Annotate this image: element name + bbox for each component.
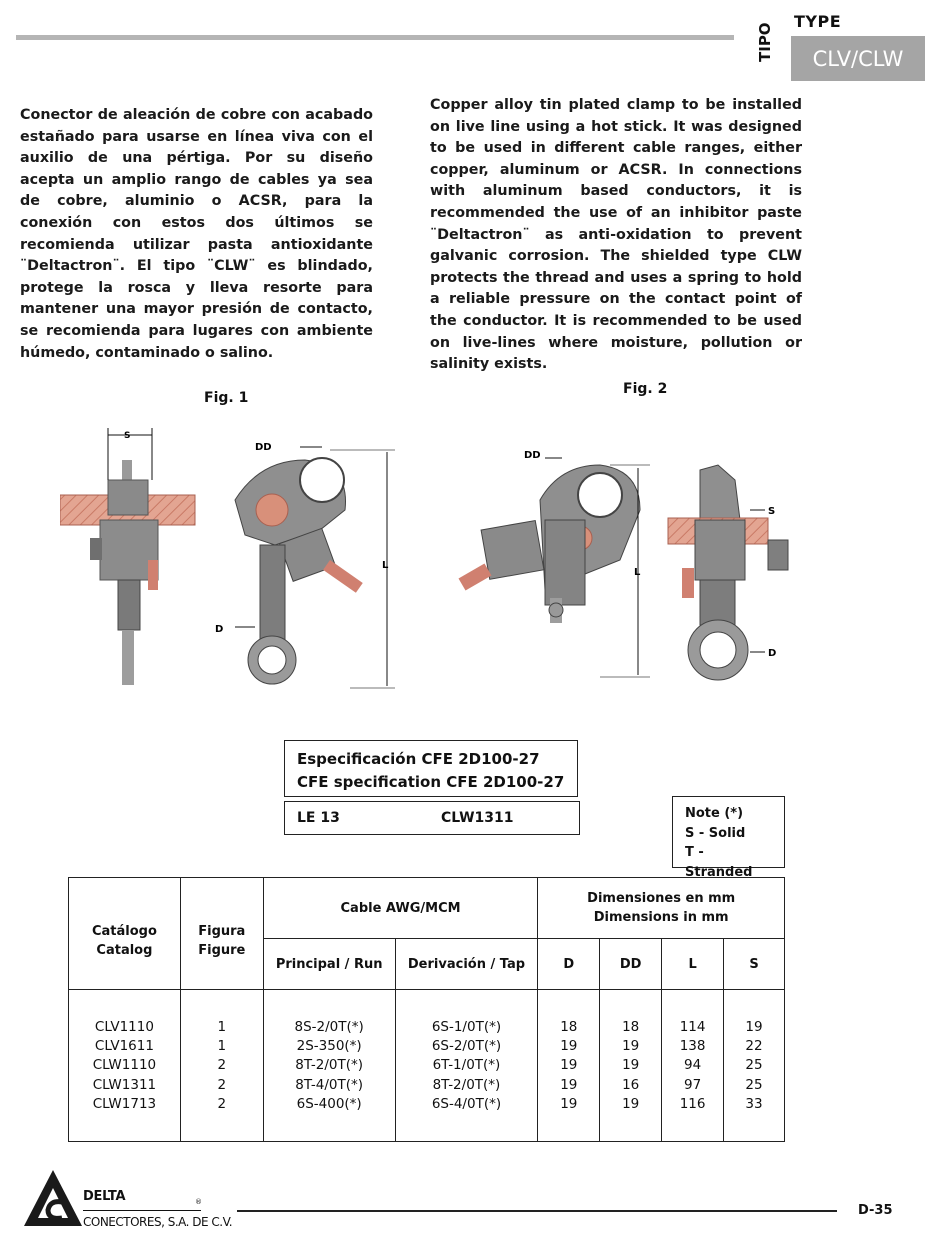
model-badge: CLV/CLW: [791, 36, 925, 81]
cell-l: 116: [679, 1095, 706, 1112]
fig2-l-label: L: [634, 567, 641, 578]
cell-l: 114: [679, 1019, 706, 1035]
header-tap: Derivación / Tap: [395, 939, 538, 990]
description-spanish: Conector de aleación de cobre con acabado estañado para usarse en línea viva con el auxilio de una pértiga. Por su diseño acepta un amplio rango de cables ya sea de cobre, aluminio o ACSR, para la conexión con estos dos últimos se recomienda utilizar pasta antioxidante ¨Deltactron¨. El tipo ¨CLW¨ es blindado, protege la rosca y lleva resorte para mantener una mayor presión de contacto, se recomienda para lugares con ambiente húmedo, contaminado o salino.: [20, 107, 373, 361]
header-catalog: Catálogo Catalog: [69, 878, 181, 990]
type-label: TYPE: [794, 12, 842, 31]
cell-l: 94: [684, 1057, 702, 1074]
cell-catalog: CLV1611: [94, 1038, 154, 1055]
cell-dd: 19: [622, 1057, 640, 1074]
le-spec-box: [284, 801, 580, 835]
cfe-spec-box: [284, 740, 578, 797]
fig1-l-label: L: [382, 560, 389, 571]
fig1-label: Fig. 1: [204, 390, 249, 406]
header-figure: Figura Figure: [180, 878, 263, 990]
header-rule: [16, 35, 734, 40]
le-catalog: CLW1311: [441, 810, 514, 826]
cell-l: 97: [684, 1076, 702, 1093]
cell-dd: 19: [622, 1095, 640, 1112]
page-number: D-35: [858, 1203, 893, 1218]
col-tap: [395, 990, 538, 1142]
registered-mark: ®: [195, 1198, 202, 1206]
fig2-drawing: [450, 440, 810, 690]
cell-figure: 2: [217, 1076, 227, 1093]
cell-d: 19: [560, 1076, 578, 1093]
logo-underline: [83, 1210, 201, 1211]
cell-s: 22: [745, 1038, 763, 1055]
col-s: [724, 990, 785, 1142]
header-d: D: [538, 939, 600, 990]
cell-s: 33: [745, 1095, 763, 1112]
cell-run: 8T-2/0T(*): [295, 1057, 364, 1074]
note-box: [672, 796, 785, 880]
cell-catalog: CLW1110: [92, 1057, 157, 1074]
fig2-s-label: S: [768, 506, 776, 517]
description-english: Copper alloy tin plated clamp to be installed on live line using a hot stick. It was designed to be used in different cable ranges, either copper, aluminum or ACSR. In connections with aluminum based conductors, it is recommended the use of an inhibitor paste ¨Deltactron¨ as anti-oxidation to prevent galvanic corrosion. The shielded type CLW protects the thread and uses a spring to hold a reliable pressure on the contact point of the conductor. It is recommended to be used on live-lines where moisture, pollution or salinity exists.: [430, 97, 802, 373]
cell-run: 6S-400(*): [296, 1095, 362, 1112]
col-l: [662, 990, 724, 1142]
header-l: L: [662, 939, 724, 990]
fig2-label: Fig. 2: [623, 381, 668, 397]
cell-dd: 19: [622, 1038, 640, 1055]
fig1-drawing: [60, 420, 420, 700]
fig1-d-label: D: [215, 624, 224, 635]
footer-rule: [237, 1210, 837, 1212]
cell-tap: 6T-1/0T(*): [432, 1057, 501, 1074]
col-dd: [600, 990, 662, 1142]
header-run: Principal / Run: [263, 939, 395, 990]
cell-figure: 2: [217, 1095, 227, 1112]
fig2-d-label: D: [768, 648, 777, 659]
delta-logo-icon: [22, 1168, 84, 1230]
cell-dd: 18: [622, 1019, 640, 1035]
cell-catalog: CLW1713: [92, 1095, 157, 1112]
fig2-side-view: [459, 465, 640, 623]
header-dimensions: Dimensiones en mm Dimensions in mm: [538, 878, 785, 939]
fig1-front-view: [60, 428, 195, 685]
company-name: DELTA: [83, 1189, 126, 1204]
cell-d: 18: [560, 1019, 578, 1035]
cell-run: 8S-2/0T(*): [294, 1019, 364, 1035]
col-figure: [180, 990, 263, 1142]
cell-s: 25: [745, 1057, 763, 1074]
header-cable: Cable AWG/MCM: [263, 878, 538, 939]
cell-l: 138: [679, 1038, 706, 1055]
col-run: [263, 990, 395, 1142]
col-d: [538, 990, 600, 1142]
cell-dd: 16: [622, 1076, 640, 1093]
cell-run: 8T-4/0T(*): [295, 1076, 364, 1093]
cell-catalog: CLV1110: [94, 1019, 154, 1035]
cfe-spec-es: Especificación CFE 2D100-27: [297, 750, 540, 768]
catalog-table: [68, 877, 785, 1142]
cell-d: 19: [560, 1057, 578, 1074]
cell-s: 19: [745, 1019, 763, 1035]
cell-catalog: CLW1311: [92, 1076, 157, 1093]
note-solid: S - Solid: [685, 825, 746, 841]
cell-figure: 2: [217, 1057, 227, 1074]
fig1-s-label: S: [124, 431, 131, 441]
cell-tap: 6S-2/0T(*): [431, 1038, 502, 1055]
cell-tap: 8T-2/0T(*): [432, 1076, 501, 1093]
cell-d: 19: [560, 1095, 578, 1112]
fig1-dd-label: DD: [255, 442, 272, 453]
header-s: S: [724, 939, 785, 990]
cell-figure: 1: [217, 1019, 227, 1035]
cell-s: 25: [745, 1076, 763, 1093]
note-stranded: T - Stranded: [685, 845, 753, 880]
cell-d: 19: [560, 1038, 578, 1055]
fig2-dd-label: DD: [524, 450, 541, 461]
header-dd: DD: [600, 939, 662, 990]
fig1-side-view: [235, 458, 363, 684]
cell-figure: 1: [217, 1038, 227, 1055]
cell-run: 2S-350(*): [296, 1038, 362, 1055]
company-fullname: CONECTORES, S.A. DE C.V.: [83, 1215, 233, 1229]
cell-tap: 6S-1/0T(*): [431, 1019, 502, 1035]
note-title: Note (*): [685, 806, 744, 821]
cell-tap: 6S-4/0T(*): [431, 1095, 502, 1112]
col-catalog: [69, 990, 181, 1142]
le-number: LE 13: [297, 810, 340, 826]
tipo-label: TIPO: [756, 22, 774, 62]
cfe-spec-en: CFE specification CFE 2D100-27: [297, 773, 565, 791]
